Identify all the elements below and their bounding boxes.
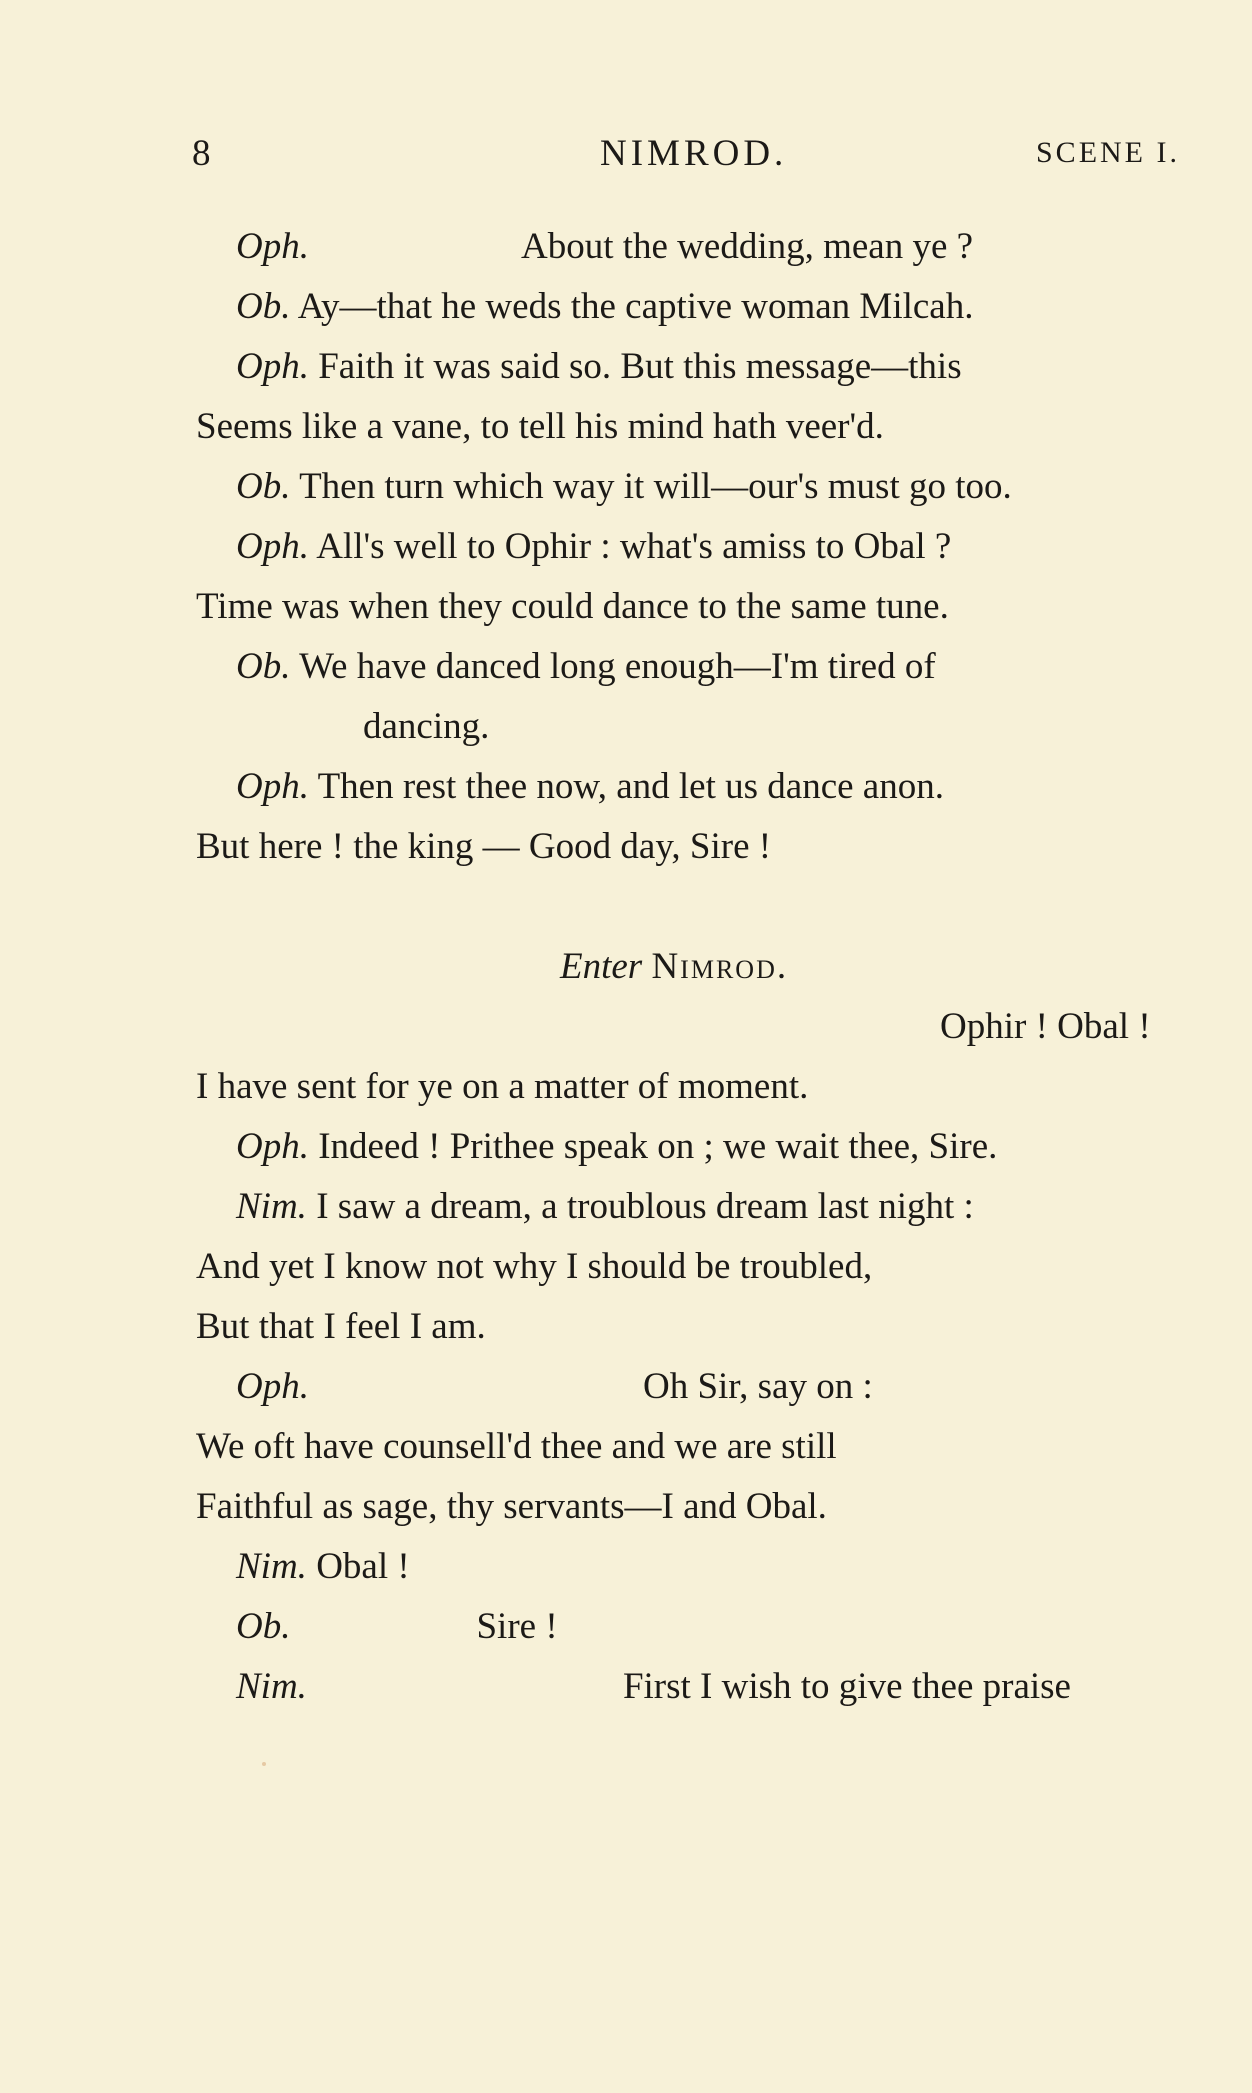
speech-text: I saw a dream, a troublous dream last night : [316, 1186, 974, 1227]
dialogue-line [196, 1362, 873, 1412]
speech-text: Then rest thee now, and let us dance anon. [317, 766, 944, 807]
speaker-name: Oph. [236, 1126, 309, 1167]
dialogue-line [196, 1602, 558, 1652]
speech-text: All's well to Ophir : what's amiss to Obal ? [316, 526, 952, 567]
dialogue-line [196, 762, 944, 812]
speaker-name: Ob. [236, 466, 291, 507]
speech-text: Faithful as sage, thy servants—I and Obal. [196, 1486, 827, 1527]
stage-character: Nimrod. [651, 946, 789, 987]
speech-text: Faith it was said so. But this message—this [318, 346, 962, 387]
running-header [192, 132, 1192, 182]
speech-text: dancing. [363, 706, 490, 747]
dialogue-line [196, 642, 936, 692]
dialogue-line [196, 402, 884, 452]
speech-text: Ophir ! Obal ! [940, 1006, 1151, 1047]
speech-text: But here ! the king — Good day, Sire ! [196, 826, 772, 867]
dialogue-line [196, 342, 962, 392]
speaker-name: Oph. [236, 1366, 309, 1407]
dialogue-line [196, 1062, 808, 1112]
speaker-name: Ob. [236, 646, 291, 687]
page-number: 8 [192, 133, 211, 174]
speaker-name: Oph. [236, 766, 309, 807]
speech-text: Ay—that he weds the captive woman Milcah. [297, 286, 974, 327]
paper-speck [262, 1762, 266, 1766]
speech-text: About the wedding, mean ye ? [520, 226, 974, 267]
running-title: NIMROD. [600, 133, 788, 174]
speech-text: First I wish to give thee praise [622, 1666, 1071, 1707]
speech-text: Time was when they could dance to the same tune. [196, 586, 949, 627]
speech-text: We have danced long enough—I'm tired of [299, 646, 936, 687]
speech-text: Obal ! [316, 1546, 410, 1587]
speech-text: Indeed ! Prithee speak on ; we wait thee, Sire. [318, 1126, 998, 1167]
speaker-name: Ob. [236, 1606, 291, 1647]
dialogue-line [196, 222, 973, 272]
dialogue-line [196, 702, 489, 752]
speech-text: I have sent for ye on a matter of moment. [196, 1066, 809, 1107]
dialogue-line [196, 1242, 872, 1292]
speaker-name: Oph. [236, 346, 309, 387]
speech-text: We oft have counsell'd thee and we are still [196, 1426, 837, 1467]
stage-direction [560, 942, 788, 992]
speech-text: Sire ! [476, 1606, 558, 1647]
dialogue-line [196, 1182, 974, 1232]
scene-label: SCENE I. [1036, 136, 1180, 169]
dialogue-line [196, 522, 951, 572]
dialogue-line [196, 1122, 997, 1172]
speaker-name: Oph. [236, 226, 309, 267]
speaker-name: Ob. [236, 286, 291, 327]
speaker-name: Nim. [236, 1186, 307, 1227]
stage-enter: Enter [560, 946, 643, 987]
dialogue-line [196, 462, 1012, 512]
speech-text: Then turn which way it will—our's must go too. [299, 466, 1012, 507]
dialogue-line [196, 1302, 486, 1352]
dialogue-line [940, 1002, 1151, 1052]
dialogue-line [196, 1542, 410, 1592]
speech-text: Seems like a vane, to tell his mind hath veer'd. [196, 406, 884, 447]
speaker-name: Oph. [236, 526, 309, 567]
speech-text: But that I feel I am. [196, 1306, 486, 1347]
dialogue-line [196, 1482, 827, 1532]
speech-text: And yet I know not why I should be troubled, [196, 1246, 873, 1287]
dialogue-line [196, 1422, 837, 1472]
speech-text: Oh Sir, say on : [642, 1366, 873, 1407]
dialogue-line [196, 582, 949, 632]
dialogue-line [196, 1662, 1071, 1712]
speaker-name: Nim. [236, 1546, 307, 1587]
dialogue-line [196, 822, 771, 872]
speaker-name: Nim. [236, 1666, 307, 1707]
dialogue-line [196, 282, 973, 332]
